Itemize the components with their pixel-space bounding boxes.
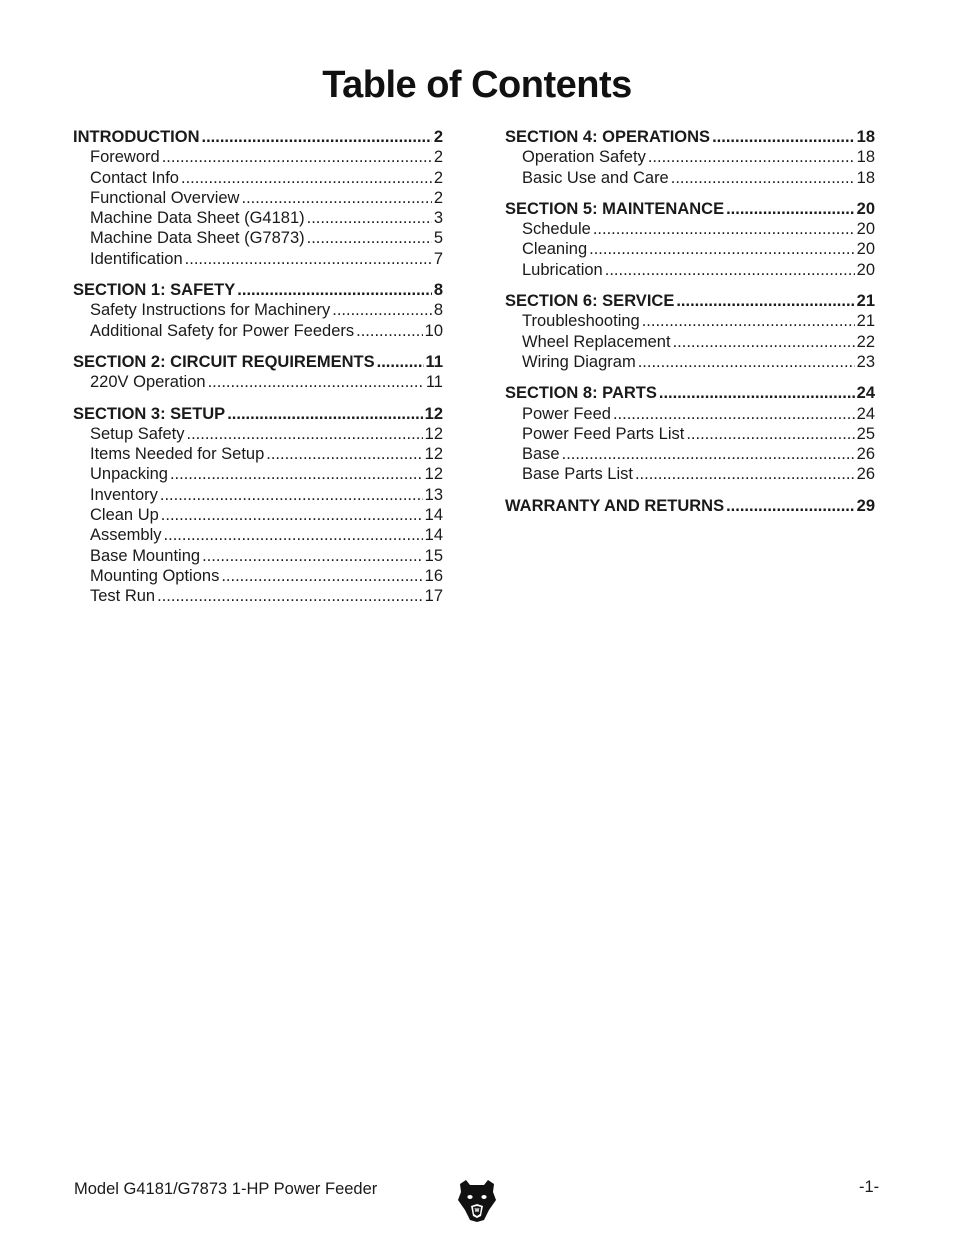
toc-page-number: 29 bbox=[856, 496, 875, 515]
toc-entry-label: Basic Use and Care bbox=[522, 168, 669, 187]
toc-entry-label: Foreword bbox=[90, 148, 160, 167]
toc-entry bbox=[73, 228, 443, 248]
toc-section-heading bbox=[505, 127, 875, 147]
dot-leader bbox=[589, 239, 855, 259]
toc-entry-label: Test Run bbox=[90, 587, 156, 606]
toc-section bbox=[505, 383, 875, 484]
toc-section-heading bbox=[73, 404, 443, 424]
toc-page-number: 2 bbox=[433, 188, 443, 207]
toc-entry bbox=[73, 321, 443, 341]
toc-page-number: 21 bbox=[856, 312, 875, 331]
toc-page-number: 12 bbox=[424, 445, 443, 464]
toc-entry bbox=[505, 311, 875, 331]
toc-entry-label: Power Feed Parts List bbox=[522, 424, 685, 443]
toc-entry bbox=[73, 300, 443, 320]
toc-section bbox=[505, 127, 875, 188]
toc-page-number: 26 bbox=[856, 445, 875, 464]
toc-entry-label: Wiring Diagram bbox=[522, 352, 636, 371]
toc-page-number: 20 bbox=[856, 240, 875, 259]
toc-page-number: 20 bbox=[856, 260, 875, 279]
toc-section-heading bbox=[505, 291, 875, 311]
dot-leader bbox=[185, 249, 432, 269]
toc-page-number: 12 bbox=[424, 404, 443, 423]
toc-page-number: 10 bbox=[424, 321, 443, 340]
toc-entry-label: Safety Instructions for Machinery bbox=[90, 301, 331, 320]
toc-entry bbox=[505, 464, 875, 484]
toc-entry bbox=[505, 147, 875, 167]
toc-entry bbox=[73, 188, 443, 208]
toc-page-number: 18 bbox=[856, 168, 875, 187]
toc-entry bbox=[73, 147, 443, 167]
dot-leader bbox=[648, 147, 855, 167]
toc-entry-label: Base Mounting bbox=[90, 546, 201, 565]
dot-leader bbox=[161, 505, 423, 525]
dot-leader bbox=[186, 424, 422, 444]
toc-entry-label: Functional Overview bbox=[90, 188, 240, 207]
dot-leader bbox=[307, 228, 432, 248]
toc-entry bbox=[505, 260, 875, 280]
dot-leader bbox=[221, 566, 422, 586]
toc-entry-label: Machine Data Sheet (G4181) bbox=[90, 209, 305, 228]
dot-leader bbox=[202, 127, 432, 147]
toc-page-number: 24 bbox=[856, 384, 875, 403]
dot-leader bbox=[676, 291, 854, 311]
toc-entry-label: Power Feed bbox=[522, 404, 611, 423]
toc-page-number: 20 bbox=[856, 220, 875, 239]
toc-section bbox=[505, 291, 875, 372]
toc-left-column bbox=[73, 127, 443, 618]
toc-section-label: SECTION 2: CIRCUIT REQUIREMENTS bbox=[73, 352, 375, 371]
toc-section-label: SECTION 6: SERVICE bbox=[505, 292, 675, 311]
toc-entry bbox=[73, 566, 443, 586]
toc-page-number: 11 bbox=[425, 373, 443, 392]
dot-leader bbox=[642, 311, 855, 331]
toc-entry bbox=[73, 372, 443, 392]
toc-page-number: 21 bbox=[856, 292, 875, 311]
toc-page-number: 17 bbox=[424, 587, 443, 606]
toc-entry bbox=[73, 249, 443, 269]
toc-page-number: 2 bbox=[433, 128, 443, 146]
dot-leader bbox=[157, 586, 423, 606]
toc-entry-label: Mounting Options bbox=[90, 566, 220, 585]
bear-head-logo-icon bbox=[456, 1178, 498, 1222]
dot-leader bbox=[307, 208, 432, 228]
toc-page-number: 20 bbox=[856, 199, 875, 218]
toc-section-heading bbox=[73, 280, 443, 300]
toc-entry-label: Setup Safety bbox=[90, 424, 185, 443]
toc-entry-label: Lubrication bbox=[522, 260, 603, 279]
toc-entry bbox=[505, 168, 875, 188]
toc-section-label: SECTION 3: SETUP bbox=[73, 404, 226, 423]
toc-entry-label: Operation Safety bbox=[522, 148, 646, 167]
toc-section-label: WARRANTY AND RETURNS bbox=[505, 496, 725, 515]
toc-page-number: 2 bbox=[433, 148, 443, 167]
dot-leader bbox=[671, 168, 855, 188]
dot-leader bbox=[160, 485, 423, 505]
footer-model-text: Model G4181/G7873 1-HP Power Feeder bbox=[74, 1180, 378, 1198]
toc-entry bbox=[73, 586, 443, 606]
dot-leader bbox=[356, 321, 423, 341]
toc-page-number: 18 bbox=[856, 148, 875, 167]
toc-entry bbox=[73, 485, 443, 505]
toc-entry-label: Additional Safety for Power Feeders bbox=[90, 321, 355, 340]
toc-entry-label: Base bbox=[522, 445, 560, 464]
dot-leader bbox=[726, 496, 855, 516]
toc-page-number: 7 bbox=[433, 249, 443, 268]
toc-section-label: INTRODUCTION bbox=[73, 128, 200, 146]
toc-section bbox=[505, 496, 875, 516]
toc-entry bbox=[73, 505, 443, 525]
toc-page-number: 8 bbox=[433, 301, 443, 320]
toc-page-number: 12 bbox=[424, 424, 443, 443]
toc-entry-label: Items Needed for Setup bbox=[90, 445, 265, 464]
dot-leader bbox=[635, 464, 855, 484]
dot-leader bbox=[593, 219, 855, 239]
page-number: -1- bbox=[859, 1178, 880, 1196]
toc-section-heading bbox=[505, 383, 875, 403]
toc-page-number: 13 bbox=[424, 485, 443, 504]
toc-entry bbox=[505, 332, 875, 352]
toc-entry bbox=[73, 168, 443, 188]
toc-section-label: SECTION 8: PARTS bbox=[505, 384, 657, 403]
toc-page-number: 5 bbox=[433, 229, 443, 248]
toc-entry-label: Identification bbox=[90, 249, 183, 268]
dot-leader bbox=[164, 525, 423, 545]
toc-entry-label: Clean Up bbox=[90, 506, 159, 525]
toc-page-number: 25 bbox=[856, 424, 875, 443]
toc-entry bbox=[505, 352, 875, 372]
toc-entry-label: Cleaning bbox=[522, 240, 588, 259]
toc-page-number: 3 bbox=[433, 209, 443, 228]
toc-section-label: SECTION 5: MAINTENANCE bbox=[505, 199, 725, 218]
toc-page-number: 23 bbox=[856, 352, 875, 371]
dot-leader bbox=[202, 546, 423, 566]
toc-right-column bbox=[505, 127, 875, 527]
toc-page-number: 14 bbox=[424, 506, 443, 525]
dot-leader bbox=[613, 404, 855, 424]
toc-entry bbox=[505, 424, 875, 444]
toc-entry-label: Base Parts List bbox=[522, 465, 633, 484]
toc-entry-label: 220V Operation bbox=[90, 373, 206, 392]
dot-leader bbox=[162, 147, 432, 167]
dot-leader bbox=[208, 372, 424, 392]
dot-leader bbox=[638, 352, 855, 372]
toc-section-heading bbox=[73, 127, 443, 147]
dot-leader bbox=[241, 188, 431, 208]
toc-entry bbox=[505, 444, 875, 464]
toc-entry bbox=[73, 208, 443, 228]
toc-entry-label: Unpacking bbox=[90, 465, 168, 484]
dot-leader bbox=[605, 260, 855, 280]
dot-leader bbox=[227, 404, 422, 424]
toc-page-number: 14 bbox=[424, 526, 443, 545]
dot-leader bbox=[377, 352, 424, 372]
toc-section-label: SECTION 4: OPERATIONS bbox=[505, 128, 711, 146]
dot-leader bbox=[181, 168, 432, 188]
toc-section bbox=[73, 127, 443, 269]
toc-section-label: SECTION 1: SAFETY bbox=[73, 281, 236, 300]
toc-entry bbox=[73, 444, 443, 464]
dot-leader bbox=[332, 300, 432, 320]
toc-page-number: 8 bbox=[433, 281, 443, 300]
toc-entry-label: Schedule bbox=[522, 220, 591, 239]
toc-entry-label: Wheel Replacement bbox=[522, 332, 671, 351]
toc-page-number: 16 bbox=[424, 566, 443, 585]
toc-entry bbox=[505, 219, 875, 239]
dot-leader bbox=[170, 464, 423, 484]
toc-entry bbox=[73, 464, 443, 484]
toc-entry-label: Troubleshooting bbox=[522, 312, 640, 331]
toc-entry bbox=[505, 239, 875, 259]
toc-page-number: 2 bbox=[433, 168, 443, 187]
toc-section-heading bbox=[505, 199, 875, 219]
dot-leader bbox=[686, 424, 854, 444]
toc-section bbox=[73, 280, 443, 341]
dot-leader bbox=[266, 444, 422, 464]
dot-leader bbox=[712, 127, 855, 147]
toc-entry-label: Inventory bbox=[90, 485, 158, 504]
dot-leader bbox=[659, 383, 855, 403]
dot-leader bbox=[726, 199, 855, 219]
toc-entry-label: Contact Info bbox=[90, 168, 179, 187]
toc-page-number: 24 bbox=[856, 404, 875, 423]
toc-page-number: 18 bbox=[856, 128, 875, 146]
toc-entry bbox=[73, 546, 443, 566]
toc-page-number: 22 bbox=[856, 332, 875, 351]
toc-section bbox=[73, 352, 443, 393]
dot-leader bbox=[562, 444, 855, 464]
dot-leader bbox=[237, 280, 432, 300]
toc-section-heading bbox=[505, 496, 875, 516]
toc-entry-label: Assembly bbox=[90, 526, 162, 545]
page-title: Table of Contents bbox=[322, 64, 632, 106]
toc-entry bbox=[73, 525, 443, 545]
dot-leader bbox=[673, 332, 855, 352]
toc-section-heading bbox=[73, 352, 443, 372]
toc-page-number: 26 bbox=[856, 465, 875, 484]
toc-page-number: 12 bbox=[424, 465, 443, 484]
toc-entry bbox=[505, 404, 875, 424]
toc-section bbox=[73, 404, 443, 607]
toc-page-number: 15 bbox=[424, 546, 443, 565]
toc-entry-label: Machine Data Sheet (G7873) bbox=[90, 229, 305, 248]
toc-entry bbox=[73, 424, 443, 444]
toc-page-number: 11 bbox=[425, 352, 443, 371]
toc-section bbox=[505, 199, 875, 280]
